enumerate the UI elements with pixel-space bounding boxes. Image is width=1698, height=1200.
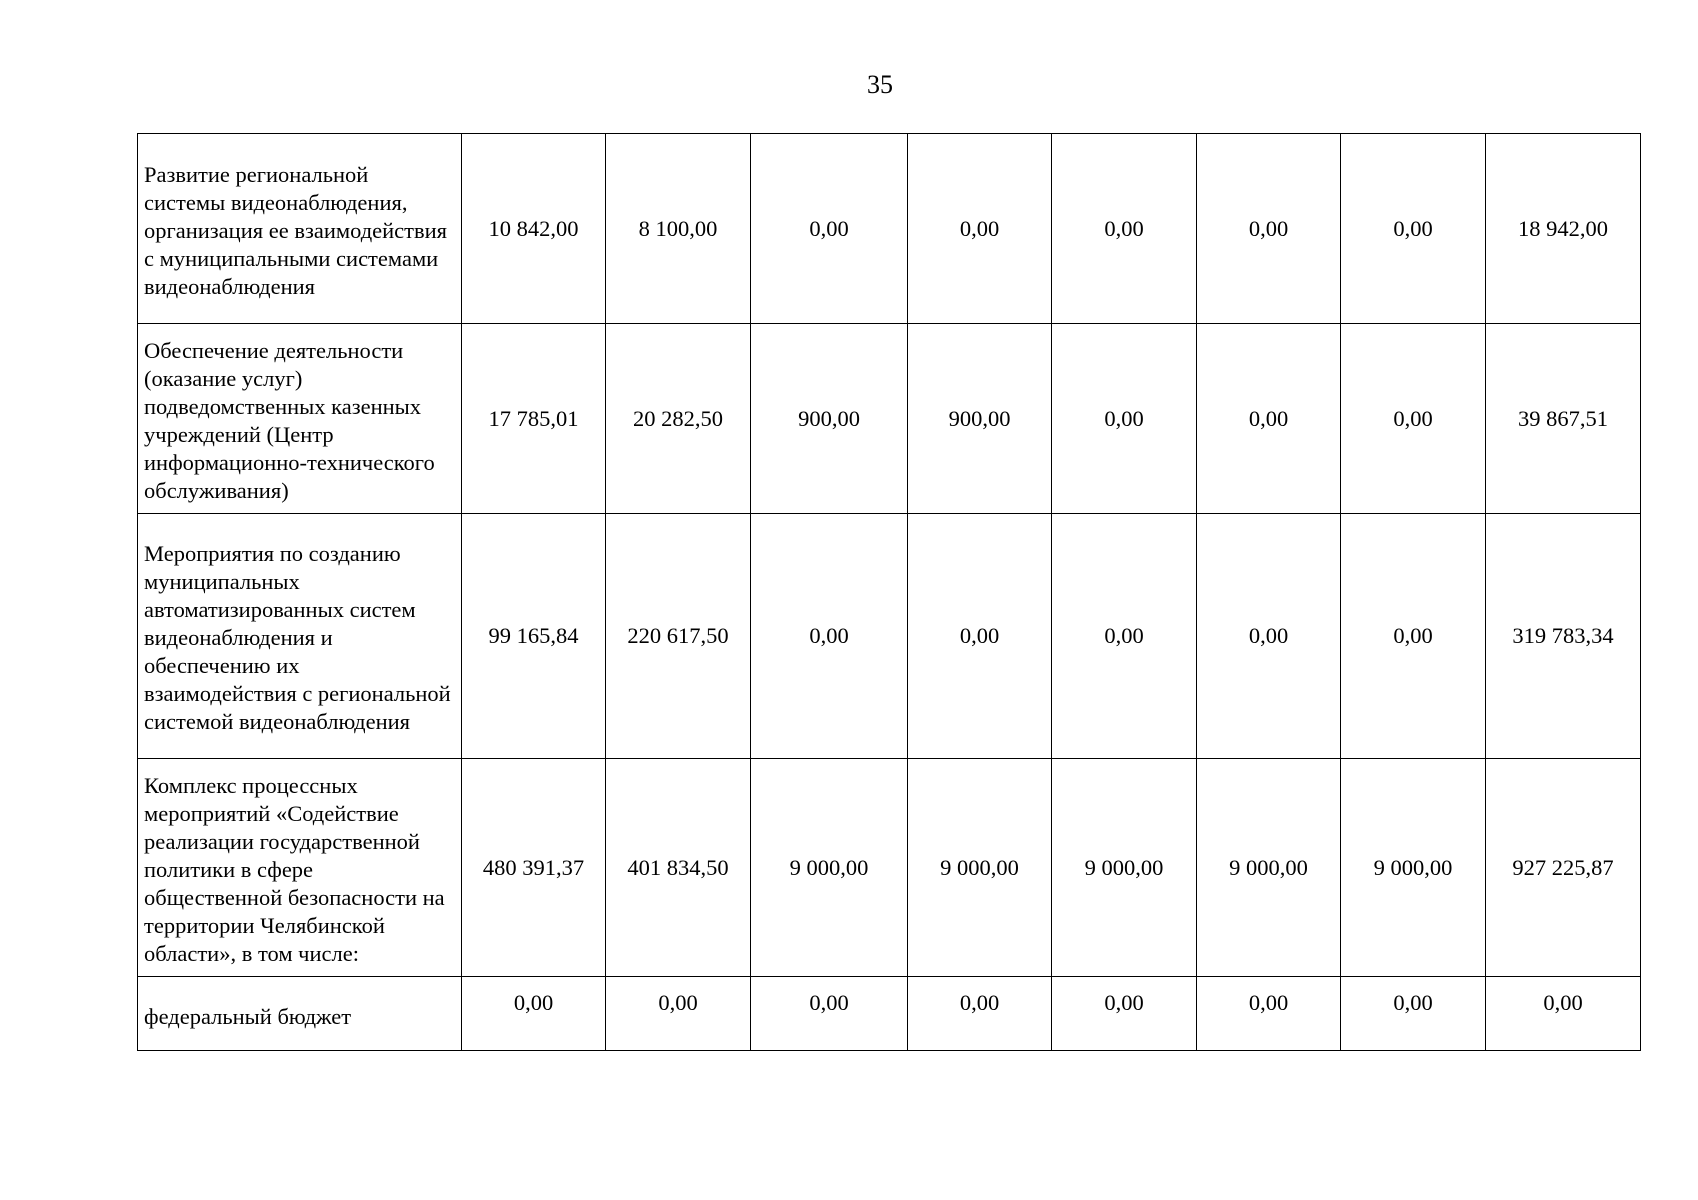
value-cell: 401 834,50 [606,759,751,977]
value-cell: 17 785,01 [462,324,606,514]
value-cell: 0,00 [1341,977,1486,1051]
page-number: 35 [867,70,893,99]
total-cell: 39 867,51 [1486,324,1641,514]
value-cell: 0,00 [1197,977,1341,1051]
total-cell: 319 783,34 [1486,514,1641,759]
row-description: Обеспечение деятельности (оказание услуг) подведомственных казенных учреждений (Центр информационно-технического обслуживания) [138,324,462,514]
value-cell: 0,00 [1197,324,1341,514]
value-cell: 0,00 [1052,514,1197,759]
total-cell: 0,00 [1486,977,1641,1051]
value-cell: 0,00 [1341,324,1486,514]
table-row [138,514,1641,759]
row-description: Комплекс процессных мероприятий «Содействие реализации государственной политики в сфере общественной безопасности на территории Челябинской области», в том числе: [138,759,462,977]
value-cell: 900,00 [908,324,1052,514]
table-row [138,977,1641,1051]
value-cell: 0,00 [1341,134,1486,324]
value-cell: 900,00 [751,324,908,514]
total-cell: 927 225,87 [1486,759,1641,977]
value-cell: 20 282,50 [606,324,751,514]
value-cell: 0,00 [1052,324,1197,514]
value-cell: 0,00 [1052,134,1197,324]
value-cell: 0,00 [751,977,908,1051]
value-cell: 9 000,00 [908,759,1052,977]
value-cell: 220 617,50 [606,514,751,759]
row-description: Развитие региональной системы видеонаблюдения, организация ее взаимодействия с муниципальными системами видеонаблюдения [138,134,462,324]
value-cell: 480 391,37 [462,759,606,977]
total-cell: 18 942,00 [1486,134,1641,324]
value-cell: 0,00 [908,514,1052,759]
value-cell: 10 842,00 [462,134,606,324]
table-row [138,324,1641,514]
value-cell: 9 000,00 [1197,759,1341,977]
value-cell: 99 165,84 [462,514,606,759]
value-cell: 0,00 [751,134,908,324]
table-row [138,759,1641,977]
value-cell: 0,00 [908,134,1052,324]
value-cell: 0,00 [751,514,908,759]
value-cell: 0,00 [606,977,751,1051]
value-cell: 9 000,00 [751,759,908,977]
value-cell: 9 000,00 [1052,759,1197,977]
value-cell: 8 100,00 [606,134,751,324]
value-cell: 0,00 [1341,514,1486,759]
value-cell: 0,00 [1197,134,1341,324]
value-cell: 9 000,00 [1341,759,1486,977]
value-cell: 0,00 [1052,977,1197,1051]
value-cell: 0,00 [462,977,606,1051]
value-cell: 0,00 [908,977,1052,1051]
row-description: Мероприятия по созданию муниципальных автоматизированных систем видеонаблюдения и обеспечению их взаимодействия с региональной системой видеонаблюдения [138,514,462,759]
row-description: федеральный бюджет [138,977,462,1051]
value-cell: 0,00 [1197,514,1341,759]
table-row [138,134,1641,324]
budget-table [137,133,1641,1051]
